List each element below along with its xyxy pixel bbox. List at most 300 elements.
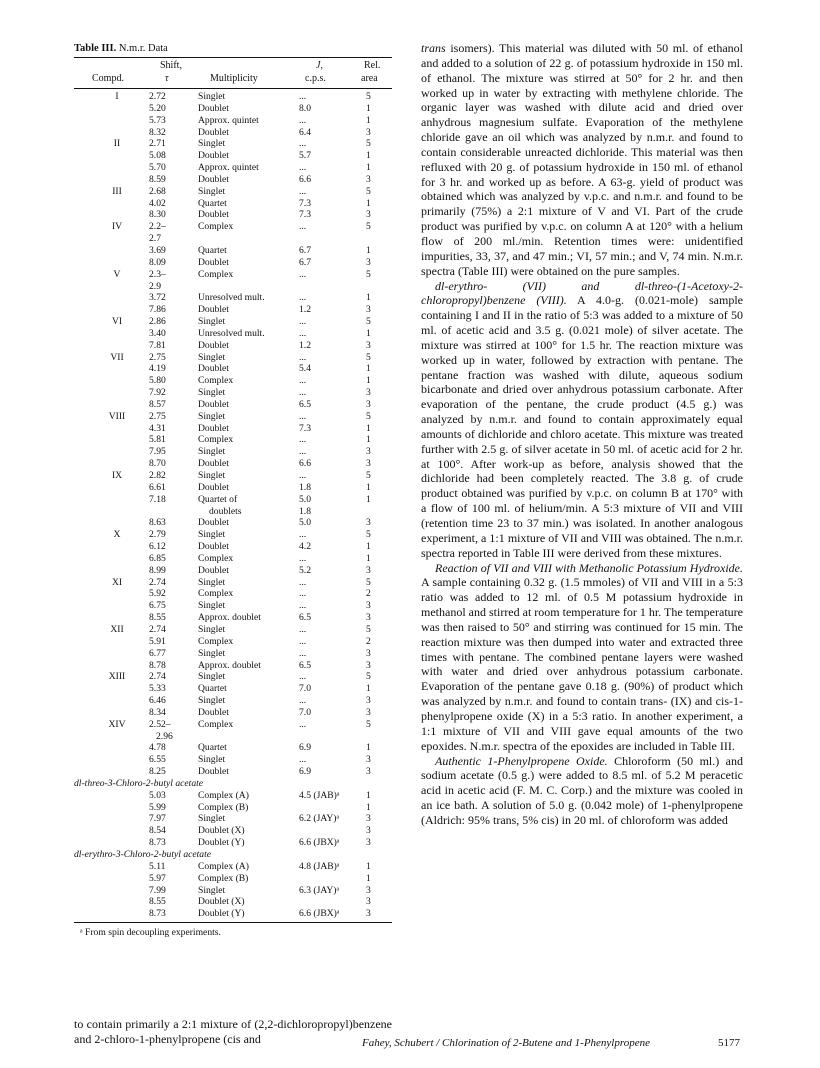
coupling-constant-cell: ... <box>299 588 307 600</box>
coupling-constant-cell: 6.6 (JBX)ᵃ <box>299 908 340 920</box>
compound-cell: III <box>112 185 122 197</box>
multiplicity-cell: Complex <box>198 588 234 600</box>
relative-area-cell: 1 <box>366 860 371 872</box>
relative-area-cell: 3 <box>366 209 371 221</box>
multiplicity-cell: doublets <box>209 505 242 517</box>
shift-cell: 5.73 <box>149 114 166 126</box>
shift-cell: 8.63 <box>149 517 166 529</box>
relative-area-cell: 1 <box>366 114 371 126</box>
shift-cell: 2.52– <box>149 718 171 730</box>
table-row <box>74 896 392 908</box>
coupling-constant-cell: 5.4 <box>299 363 311 375</box>
coupling-constant-cell: ... <box>299 375 307 387</box>
shift-cell: 4.19 <box>149 363 166 375</box>
multiplicity-cell: Singlet <box>198 138 226 150</box>
coupling-constant-cell: 5.0 <box>299 517 311 529</box>
table-row <box>74 802 392 814</box>
multiplicity-cell: Doublet (X) <box>198 825 245 837</box>
coupling-constant-cell: 7.3 <box>299 197 311 209</box>
shift-cell: 5.33 <box>149 683 166 695</box>
relative-area-cell: 5 <box>366 91 371 102</box>
header-j: J, <box>316 60 323 71</box>
multiplicity-cell: Doublet <box>198 517 229 529</box>
shift-cell: 8.25 <box>149 766 166 778</box>
multiplicity-cell: Doublet <box>198 102 229 114</box>
relative-area-cell: 3 <box>366 908 371 920</box>
table-row <box>74 281 392 293</box>
coupling-constant-cell: ... <box>299 410 307 422</box>
multiplicity-cell: Singlet <box>198 813 226 825</box>
nmr-data-table <box>74 42 392 938</box>
header-multiplicity: Multiplicity <box>210 73 258 84</box>
multiplicity-cell: Singlet <box>198 470 226 481</box>
multiplicity-cell: Doublet <box>198 766 229 778</box>
shift-cell: 5.99 <box>149 801 166 813</box>
relative-area-cell: 5 <box>366 718 371 730</box>
coupling-constant-cell: 6.2 (JAY)ᵃ <box>299 813 340 825</box>
header-j-unit: c.p.s. <box>305 73 326 84</box>
relative-area-cell: 5 <box>366 268 371 280</box>
coupling-constant-cell: 5.7 <box>299 150 311 162</box>
paragraph-1 <box>421 41 743 279</box>
relative-area-cell: 5 <box>366 410 371 422</box>
multiplicity-cell: Complex (B) <box>198 872 249 884</box>
relative-area-cell: 3 <box>366 695 371 707</box>
relative-area-cell: 3 <box>366 256 371 268</box>
table-row <box>74 541 392 553</box>
shift-cell: 7.81 <box>149 339 166 351</box>
coupling-constant-cell: 7.3 <box>299 422 311 434</box>
coupling-constant-cell: ... <box>299 529 307 541</box>
relative-area-cell: 3 <box>366 754 371 766</box>
table-label: Table III. <box>74 43 117 54</box>
shift-cell: 8.57 <box>149 398 166 410</box>
shift-cell: 5.91 <box>149 635 166 647</box>
relative-area-cell: 3 <box>366 458 371 470</box>
coupling-constant-cell: ... <box>299 351 307 363</box>
coupling-constant-cell: ... <box>299 695 307 707</box>
multiplicity-cell: Complex <box>198 434 234 446</box>
coupling-constant-cell: 5.0 <box>299 493 311 505</box>
table-body <box>74 89 392 920</box>
multiplicity-cell: Singlet <box>198 623 226 635</box>
table-row <box>74 577 392 589</box>
table-row <box>74 352 392 364</box>
relative-area-cell: 3 <box>366 647 371 659</box>
relative-area-cell: 1 <box>366 742 371 754</box>
table-row <box>74 103 392 115</box>
shift-cell: 2.72 <box>149 91 166 102</box>
shift-cell: 8.99 <box>149 564 166 576</box>
coupling-constant-cell: 6.9 <box>299 742 311 754</box>
paragraph-3-body: A sample containing 0.32 g. (1.5 mmoles) of VII and VIII in a 5:3 ratio was added to 12 ml. of 0.5 M potassium hydroxide in methanol and stirred at room temperature for 1 hr. The temperature was then raised to 50° and stirring was continued for 15 min. The reaction mixture was then dumped into water and extracted three times with pentane. The combined pentane layers were washed with water and dried over anhydrous potassium carbonate. Evaporation of the pentane gave 0.18 g. (90%) of product which was analyzed by n.m.r. and found to contain trans- (IX) and cis-1-phenylpropene oxide (X) in a 5:3 ratio. In another experiment, a 1:1 mixture of VII and VIII gave equal amounts of the two epoxides. N.m.r. spectra of the epoxides are included in Table III. <box>421 575 743 753</box>
coupling-constant-cell: 6.4 <box>299 126 311 138</box>
relative-area-cell: 3 <box>366 387 371 399</box>
compound-cell: II <box>113 138 121 150</box>
multiplicity-cell: Doublet <box>198 363 229 375</box>
coupling-constant-cell: 4.5 (JAB)ᵃ <box>299 789 340 801</box>
multiplicity-cell: Quartet <box>198 683 227 695</box>
multiplicity-cell: Approx. doublet <box>198 659 261 671</box>
coupling-constant-cell: ... <box>299 470 307 481</box>
compound-cell: X <box>113 529 121 541</box>
relative-area-cell: 3 <box>366 126 371 138</box>
table-row <box>74 837 392 849</box>
table-row <box>74 340 392 352</box>
relative-area-cell: 3 <box>366 612 371 624</box>
shift-cell: 7.95 <box>149 446 166 458</box>
multiplicity-cell: Complex <box>198 268 234 280</box>
shift-cell: 5.03 <box>149 789 166 801</box>
shift-cell: 4.78 <box>149 742 166 754</box>
table-row <box>74 529 392 541</box>
shift-cell: 2.74 <box>149 623 166 635</box>
coupling-constant-cell: 7.0 <box>299 706 311 718</box>
table-row <box>74 517 392 529</box>
compound-cell: VIII <box>108 410 126 422</box>
relative-area-cell: 2 <box>366 588 371 600</box>
table-group-heading <box>74 849 392 861</box>
relative-area-cell: 5 <box>366 671 371 683</box>
multiplicity-cell: Complex (A) <box>198 860 249 872</box>
page-number: 5177 <box>718 1037 740 1049</box>
coupling-constant-cell: 6.9 <box>299 766 311 778</box>
table-row <box>74 731 392 743</box>
table-row <box>74 588 392 600</box>
paragraph-4 <box>421 754 743 828</box>
coupling-constant-cell: 8.0 <box>299 102 311 114</box>
shift-cell: 2.7 <box>149 233 161 245</box>
table-row <box>74 292 392 304</box>
table-row <box>74 316 392 328</box>
shift-cell: 4.31 <box>149 422 166 434</box>
relative-area-cell: 2 <box>366 635 371 647</box>
coupling-constant-cell: ... <box>299 327 307 339</box>
coupling-constant-cell: ... <box>299 647 307 659</box>
coupling-constant-cell: 7.0 <box>299 683 311 695</box>
coupling-constant-cell: ... <box>299 718 307 730</box>
shift-cell: 8.09 <box>149 256 166 268</box>
shift-cell: 5.08 <box>149 150 166 162</box>
multiplicity-cell: Singlet <box>198 351 226 363</box>
table-row <box>74 91 392 103</box>
relative-area-cell: 3 <box>366 896 371 908</box>
table-row <box>74 683 392 695</box>
coupling-constant-cell: 1.2 <box>299 304 311 316</box>
shift-cell: 2.82 <box>149 470 166 481</box>
shift-cell: 5.81 <box>149 434 166 446</box>
shift-cell: 6.75 <box>149 600 166 612</box>
multiplicity-cell: Singlet <box>198 754 226 766</box>
compound-cell: VII <box>110 351 124 363</box>
table-row <box>74 790 392 802</box>
shift-cell: 6.77 <box>149 647 166 659</box>
coupling-constant-cell: ... <box>299 635 307 647</box>
table-row <box>74 150 392 162</box>
multiplicity-cell: Doublet <box>198 126 229 138</box>
relative-area-cell: 3 <box>366 766 371 778</box>
compound-cell: XIV <box>108 718 126 730</box>
relative-area-cell: 1 <box>366 493 371 505</box>
multiplicity-cell: Singlet <box>198 91 226 102</box>
relative-area-cell: 1 <box>366 434 371 446</box>
multiplicity-cell: Doublet (Y) <box>198 837 245 849</box>
coupling-constant-cell: ... <box>299 671 307 683</box>
relative-area-cell: 5 <box>366 185 371 197</box>
multiplicity-cell: Approx. quintet <box>198 162 259 174</box>
relative-area-cell: 3 <box>366 706 371 718</box>
relative-area-cell: 1 <box>366 375 371 387</box>
compound-cell: VI <box>111 316 123 328</box>
relative-area-cell: 3 <box>366 813 371 825</box>
multiplicity-cell: Doublet (Y) <box>198 908 245 920</box>
coupling-constant-cell: 6.5 <box>299 659 311 671</box>
relative-area-cell: 3 <box>366 339 371 351</box>
relative-area-cell: 1 <box>366 541 371 553</box>
table-row <box>74 375 392 387</box>
coupling-constant-cell: 6.7 <box>299 244 311 256</box>
coupling-constant-cell: 1.8 <box>299 481 311 493</box>
relative-area-cell: 3 <box>366 446 371 458</box>
table-row <box>74 660 392 672</box>
multiplicity-cell: Doublet <box>198 398 229 410</box>
compound-cell: V <box>113 268 121 280</box>
relative-area-cell: 3 <box>366 884 371 896</box>
relative-area-cell: 3 <box>366 564 371 576</box>
table-row <box>74 328 392 340</box>
multiplicity-cell: Singlet <box>198 529 226 541</box>
table-row <box>74 506 392 518</box>
coupling-constant-cell: ... <box>299 138 307 150</box>
multiplicity-cell: Singlet <box>198 647 226 659</box>
relative-area-cell: 1 <box>366 102 371 114</box>
table-row <box>74 742 392 754</box>
left-column-tail-text: to contain primarily a 2:1 mixture of (2,2-dichloropropyl)benzene and 2-chloro-1-phenylpropene (cis and <box>74 1017 392 1046</box>
table-row <box>74 434 392 446</box>
table-row <box>74 446 392 458</box>
shift-cell: 8.55 <box>149 612 166 624</box>
table-row <box>74 695 392 707</box>
multiplicity-cell: Singlet <box>198 387 226 399</box>
coupling-constant-cell: ... <box>299 221 307 233</box>
table-row <box>74 636 392 648</box>
relative-area-cell: 1 <box>366 683 371 695</box>
paragraph-4-heading: Authentic 1-Phenylpropene Oxide. <box>435 753 608 768</box>
shift-cell: 5.11 <box>149 860 166 872</box>
shift-cell: 2.79 <box>149 529 166 541</box>
coupling-constant-cell: 6.6 <box>299 458 311 470</box>
multiplicity-cell: Quartet of <box>198 493 238 505</box>
coupling-constant-cell: 4.2 <box>299 541 311 553</box>
coupling-constant-cell: 6.6 <box>299 173 311 185</box>
table-row <box>74 825 392 837</box>
shift-cell: 7.97 <box>149 813 166 825</box>
multiplicity-cell: Complex <box>198 552 234 564</box>
shift-cell: 8.54 <box>149 825 166 837</box>
multiplicity-cell: Doublet <box>198 209 229 221</box>
relative-area-cell: 1 <box>366 872 371 884</box>
relative-area-cell: 3 <box>366 659 371 671</box>
multiplicity-cell: Doublet <box>198 339 229 351</box>
multiplicity-cell: Doublet <box>198 541 229 553</box>
coupling-constant-cell: ... <box>299 292 307 304</box>
paragraph-1-body: isomers). This material was diluted with 50 ml. of ethanol and added to a solution of 22 g. of potassium hydroxide in 150 ml. of ethanol. The mixture was stirred at 50° for 2 hr. and then worked up in water by extracting with methylene chloride. The organic layer was washed with dilute acid and dried over anhydrous magnesium sulfate. Evaporation of the methylene chloride gave an oil which was analyzed by n.m.r. and found to contain considerable unreacted dichloride. This material was then refluxed with 20 g. of potassium hydroxide in 150 ml. of ethanol for 3 hr. and worked up as before. A 63-g. yield of product was obtained which was analyzed by v.p.c. and n.m.r. and found to be primarily (75%) a 2:1 mixture of V and VI. Part of the crude product was purified by v.p.c. on column A at 120° with a helium flow of 200 ml./min. Retention times were: unidentified impurities, 33, 37, and 47 min.; VI, 57 min.; and V, 74 min. N.m.r. spectra (Table III) were obtained on the pure samples. <box>421 41 743 278</box>
header-compd: Compd. <box>92 73 124 84</box>
paragraph-3 <box>421 561 743 754</box>
multiplicity-cell: Singlet <box>198 695 226 707</box>
shift-cell: 2.68 <box>149 185 166 197</box>
header-rel-unit: area <box>361 73 378 84</box>
table-row <box>74 719 392 731</box>
table-row <box>74 600 392 612</box>
header-shift: Shift, <box>160 60 182 71</box>
table-row <box>74 482 392 494</box>
table-row <box>74 707 392 719</box>
paragraph-2-heading: dl-erythro- (VII) and dl-threo-(1-Acetoxy-2-chloropropyl)benzene (VIII). <box>421 278 743 308</box>
shift-cell: 2.86 <box>149 316 166 328</box>
shift-cell: 2.2– <box>149 221 166 233</box>
compound-cell: IX <box>111 470 123 481</box>
coupling-constant-cell: ... <box>299 446 307 458</box>
table-row <box>74 304 392 316</box>
shift-cell: 8.32 <box>149 126 166 138</box>
table-bottom-rule <box>74 922 392 923</box>
table-row <box>74 423 392 435</box>
relative-area-cell: 1 <box>366 150 371 162</box>
multiplicity-cell: Doublet <box>198 173 229 185</box>
relative-area-cell: 3 <box>366 173 371 185</box>
relative-area-cell: 1 <box>366 552 371 564</box>
table-row <box>74 399 392 411</box>
multiplicity-cell: Doublet <box>198 256 229 268</box>
shift-cell: 7.18 <box>149 493 166 505</box>
coupling-constant-cell: ... <box>299 114 307 126</box>
table-title <box>74 42 392 55</box>
relative-area-cell: 5 <box>366 316 371 328</box>
multiplicity-cell: Singlet <box>198 884 226 896</box>
relative-area-cell: 5 <box>366 623 371 635</box>
coupling-constant-cell: 4.8 (JAB)ᵃ <box>299 860 340 872</box>
relative-area-cell: 5 <box>366 221 371 233</box>
group-label: dl-erythro-3-Chloro-2-butyl acetate <box>74 849 212 860</box>
relative-area-cell: 3 <box>366 825 371 837</box>
multiplicity-cell: Singlet <box>198 316 226 328</box>
multiplicity-cell: Unresolved mult. <box>198 292 265 304</box>
compound-cell: XI <box>111 576 123 588</box>
shift-cell: 6.12 <box>149 541 166 553</box>
relative-area-cell: 5 <box>366 470 371 481</box>
table-row <box>74 813 392 825</box>
relative-area-cell: 1 <box>366 292 371 304</box>
multiplicity-cell: Singlet <box>198 671 226 683</box>
group-label: dl-threo-3-Chloro-2-butyl acetate <box>74 777 204 789</box>
coupling-constant-cell: ... <box>299 754 307 766</box>
shift-cell: 2.75 <box>149 410 166 422</box>
shift-cell: 8.30 <box>149 209 166 221</box>
relative-area-cell: 1 <box>366 197 371 209</box>
table-row <box>74 198 392 210</box>
shift-cell: 2.3– <box>149 268 166 280</box>
multiplicity-cell: Approx. doublet <box>198 612 261 624</box>
paragraph-3-heading: Reaction of VII and VIII with Methanolic Potassium Hydroxide. <box>435 560 743 575</box>
shift-cell: 6.46 <box>149 695 166 707</box>
multiplicity-cell: Doublet <box>198 564 229 576</box>
table-row <box>74 873 392 885</box>
table-row <box>74 612 392 624</box>
table-row <box>74 363 392 375</box>
table-row <box>74 127 392 139</box>
multiplicity-cell: Singlet <box>198 410 226 422</box>
multiplicity-cell: Quartet <box>198 742 227 754</box>
table-row <box>74 174 392 186</box>
coupling-constant-cell: ... <box>299 316 307 328</box>
multiplicity-cell: Doublet <box>198 422 229 434</box>
shift-cell: 5.70 <box>149 162 166 174</box>
coupling-constant-cell: ... <box>299 434 307 446</box>
shift-cell: 2.96 <box>156 730 173 742</box>
shift-cell: 2.74 <box>149 671 166 683</box>
table-header <box>74 58 392 88</box>
shift-cell: 8.59 <box>149 173 166 185</box>
multiplicity-cell: Complex (B) <box>198 801 249 813</box>
multiplicity-cell: Singlet <box>198 446 226 458</box>
relative-area-cell: 5 <box>366 351 371 363</box>
coupling-constant-cell: 6.6 (JBX)ᵃ <box>299 837 340 849</box>
shift-cell: 2.75 <box>149 351 166 363</box>
coupling-constant-cell: ... <box>299 387 307 399</box>
shift-cell: 4.02 <box>149 197 166 209</box>
coupling-constant-cell: ... <box>299 268 307 280</box>
table-row <box>74 233 392 245</box>
relative-area-cell: 3 <box>366 304 371 316</box>
coupling-constant-cell: ... <box>299 91 307 102</box>
table-row <box>74 458 392 470</box>
coupling-constant-cell: 6.7 <box>299 256 311 268</box>
table-row <box>74 565 392 577</box>
coupling-constant-cell: ... <box>299 185 307 197</box>
relative-area-cell: 1 <box>366 481 371 493</box>
multiplicity-cell: Unresolved mult. <box>198 327 265 339</box>
shift-cell: 2.74 <box>149 576 166 588</box>
table-footnote: ᵃ From spin decoupling experiments. <box>80 927 221 939</box>
table-row <box>74 221 392 233</box>
relative-area-cell: 1 <box>366 244 371 256</box>
paragraph-2-body: A 4.0-g. (0.021-mole) sample containing I and II in the ratio of 5:3 was added to a mixture of 50 ml. of acetic acid and 3.5 g. (0.021 mole) of silver acetate. The mixture was stirred at 100° for 1.5 hr. The reaction mixture was worked up in water, followed by extraction with pentane. The pentane fraction was washed with dilute, aqueous sodium bicarbonate and dried over anhydrous potassium carbonate. After evaporation of the pentane, the crude product (4.5 g.) was analyzed by n.m.r. and found to contain approximately equal amounts of dichloride and chloro acetate. This mixture was treated further with 2.5 g. of silver acetate in 50 ml. of acetic acid for 2 hr. at 100°. After work-up as before, analysis showed that the dichloride had been completely reacted. The 3.8 g. of crude product obtained was purified by v.p.c. on column B at 170° with a flow of 100 ml. of helium/min. A 5:3 mixture of VII and VIII (retention time 23 to 37 min.) was isolated. In another analogous experiment, a 1:1 mixture of VII and VIII was obtained. The n.m.r. spectra reported in Table III were derived from these mixtures. <box>421 293 743 560</box>
relative-area-cell: 1 <box>366 162 371 174</box>
coupling-constant-cell: ... <box>299 576 307 588</box>
coupling-constant-cell: ... <box>299 552 307 564</box>
table-row <box>74 671 392 683</box>
relative-area-cell: 1 <box>366 327 371 339</box>
shift-cell: 7.86 <box>149 304 166 316</box>
relative-area-cell: 1 <box>366 789 371 801</box>
table-row <box>74 138 392 150</box>
header-rel: Rel. <box>364 60 381 71</box>
coupling-constant-cell: ... <box>299 623 307 635</box>
multiplicity-cell: Complex <box>198 635 234 647</box>
shift-cell: 3.69 <box>149 244 166 256</box>
relative-area-cell: 1 <box>366 363 371 375</box>
multiplicity-cell: Quartet <box>198 197 227 209</box>
table-row <box>74 648 392 660</box>
shift-cell: 6.55 <box>149 754 166 766</box>
shift-cell: 3.40 <box>149 327 166 339</box>
table-row <box>74 245 392 257</box>
coupling-constant-cell: ... <box>299 162 307 174</box>
relative-area-cell: 5 <box>366 576 371 588</box>
shift-cell: 5.80 <box>149 375 166 387</box>
shift-cell: 8.73 <box>149 908 166 920</box>
